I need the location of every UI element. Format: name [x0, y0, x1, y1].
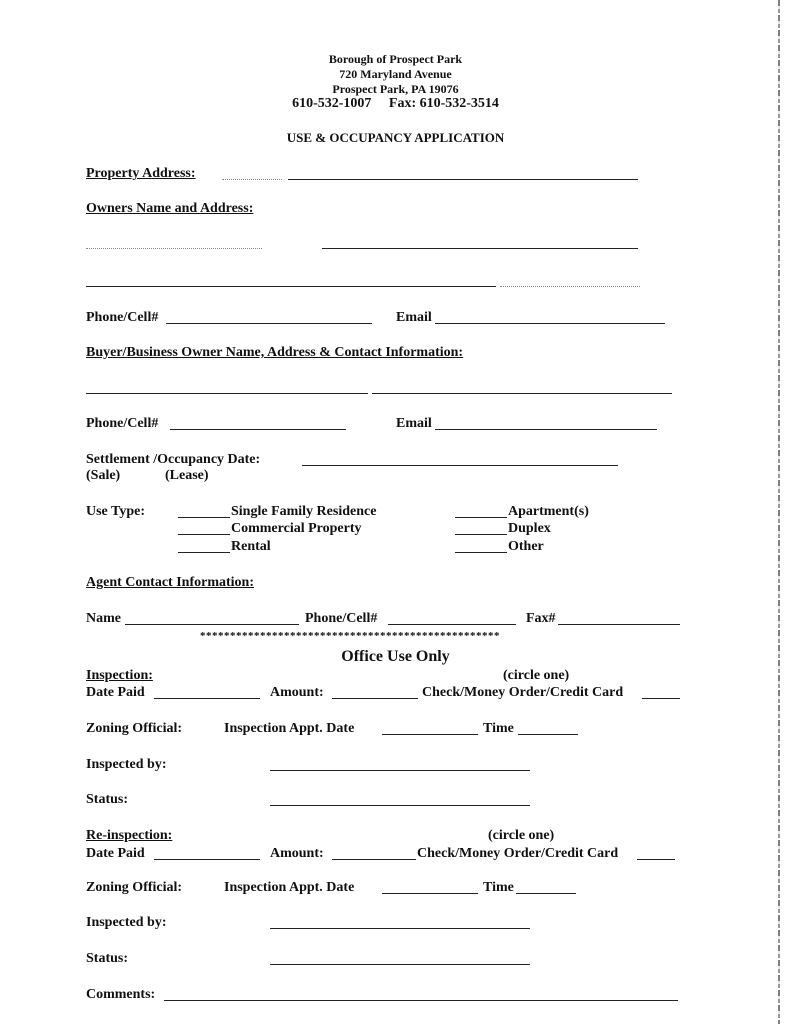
property-address-field-faint: [222, 179, 282, 180]
buyer-email-field[interactable]: [435, 429, 657, 430]
settlement-date-label: Settlement /Occupancy Date:: [86, 452, 261, 467]
reinspection-date-paid-field[interactable]: [154, 859, 260, 860]
use-type-label: Use Type:: [86, 504, 145, 519]
reinspection-status-label: Status:: [86, 951, 129, 966]
agent-name-label: Name: [86, 611, 121, 626]
inspection-payment-options[interactable]: Check/Money Order/Credit Card: [422, 685, 624, 700]
reinspection-payment-field[interactable]: [637, 859, 675, 860]
form-title: USE & OCCUPANCY APPLICATION: [286, 130, 505, 145]
buyer-heading: Buyer/Business Owner Name, Address & Contact Information:: [86, 345, 464, 360]
org-street: 720 Maryland Avenue: [339, 67, 452, 81]
settlement-date-field[interactable]: [302, 465, 618, 466]
scan-edge: [778, 0, 780, 1024]
inspection-appt-label: Inspection Appt. Date: [224, 721, 355, 736]
office-use-title: Office Use Only: [341, 648, 450, 665]
inspection-inspected-by-label: Inspected by:: [86, 757, 167, 772]
owner-phone-label: Phone/Cell#: [86, 310, 159, 325]
comments-label: Comments:: [86, 987, 156, 1002]
buyer-phone-label: Phone/Cell#: [86, 416, 159, 431]
reinspection-zoning-label: Zoning Official:: [86, 880, 183, 895]
agent-phone-field[interactable]: [388, 624, 516, 625]
use-type-apartments: Apartment(s): [508, 504, 589, 519]
use-type-check-single-family[interactable]: [178, 517, 230, 518]
reinspection-time-field[interactable]: [516, 893, 576, 894]
reinspection-circle-one: (circle one): [488, 828, 555, 843]
owner-email-label: Email: [396, 310, 432, 325]
inspection-inspected-by-field[interactable]: [270, 770, 530, 771]
reinspection-status-field[interactable]: [270, 964, 530, 965]
sale-label: (Sale): [86, 468, 121, 483]
inspection-time-field[interactable]: [518, 734, 578, 735]
reinspection-inspected-by-field[interactable]: [270, 928, 530, 929]
inspection-heading: Inspection:: [86, 668, 153, 683]
inspection-amount-field[interactable]: [332, 698, 418, 699]
lease-label: (Lease): [165, 468, 209, 483]
inspection-zoning-label: Zoning Official:: [86, 721, 183, 736]
use-type-check-commercial[interactable]: [178, 534, 230, 535]
inspection-appt-field[interactable]: [382, 734, 478, 735]
buyer-info-line-a[interactable]: [86, 393, 368, 394]
inspection-date-paid-label: Date Paid: [86, 685, 145, 700]
inspection-circle-one: (circle one): [503, 668, 570, 683]
owners-line-1b[interactable]: [322, 248, 638, 249]
agent-name-field[interactable]: [125, 624, 299, 625]
reinspection-appt-field[interactable]: [382, 893, 478, 894]
use-type-check-other[interactable]: [455, 552, 507, 553]
buyer-phone-field[interactable]: [170, 429, 346, 430]
owners-name-address-label: Owners Name and Address:: [86, 201, 254, 216]
reinspection-time-label: Time: [483, 880, 514, 895]
use-type-rental: Rental: [231, 539, 271, 554]
reinspection-appt-label: Inspection Appt. Date: [224, 880, 355, 895]
reinspection-date-paid-label: Date Paid: [86, 846, 145, 861]
inspection-time-label: Time: [483, 721, 514, 736]
org-phone-fax: 610-532-1007 Fax: 610-532-3514: [292, 96, 499, 111]
inspection-payment-field[interactable]: [642, 698, 680, 699]
comments-field[interactable]: [164, 1000, 678, 1001]
property-address-field[interactable]: [288, 179, 638, 180]
use-type-check-duplex[interactable]: [455, 534, 507, 535]
org-city: Prospect Park, PA 19076: [332, 82, 459, 96]
agent-heading: Agent Contact Information:: [86, 575, 254, 590]
owner-phone-field[interactable]: [166, 323, 372, 324]
inspection-amount-label: Amount:: [270, 685, 324, 700]
owners-line-1a[interactable]: [86, 248, 262, 249]
agent-phone-label: Phone/Cell#: [305, 611, 378, 626]
owners-line-2b[interactable]: [500, 286, 640, 287]
inspection-status-field[interactable]: [270, 805, 530, 806]
reinspection-amount-field[interactable]: [332, 859, 416, 860]
owners-line-2a[interactable]: [86, 286, 496, 287]
use-type-other: Other: [508, 539, 544, 554]
inspection-status-label: Status:: [86, 792, 129, 807]
reinspection-inspected-by-label: Inspected by:: [86, 915, 167, 930]
use-type-single-family: Single Family Residence: [231, 504, 377, 519]
agent-fax-label: Fax#: [526, 611, 556, 626]
property-address-label: Property Address:: [86, 166, 196, 181]
use-type-check-apartments[interactable]: [455, 517, 507, 518]
reinspection-payment-options[interactable]: Check/Money Order/Credit Card: [417, 846, 619, 861]
reinspection-amount-label: Amount:: [270, 846, 324, 861]
inspection-date-paid-field[interactable]: [154, 698, 260, 699]
use-type-check-rental[interactable]: [178, 552, 230, 553]
buyer-email-label: Email: [396, 416, 432, 431]
use-type-commercial: Commercial Property: [231, 521, 362, 536]
use-type-duplex: Duplex: [508, 521, 551, 536]
buyer-info-line-b[interactable]: [372, 393, 672, 394]
reinspection-heading: Re-inspection:: [86, 828, 173, 843]
agent-fax-field[interactable]: [558, 624, 680, 625]
owner-email-field[interactable]: [435, 323, 665, 324]
org-name: Borough of Prospect Park: [328, 52, 463, 66]
separator-stars: **************************************************: [200, 630, 500, 642]
